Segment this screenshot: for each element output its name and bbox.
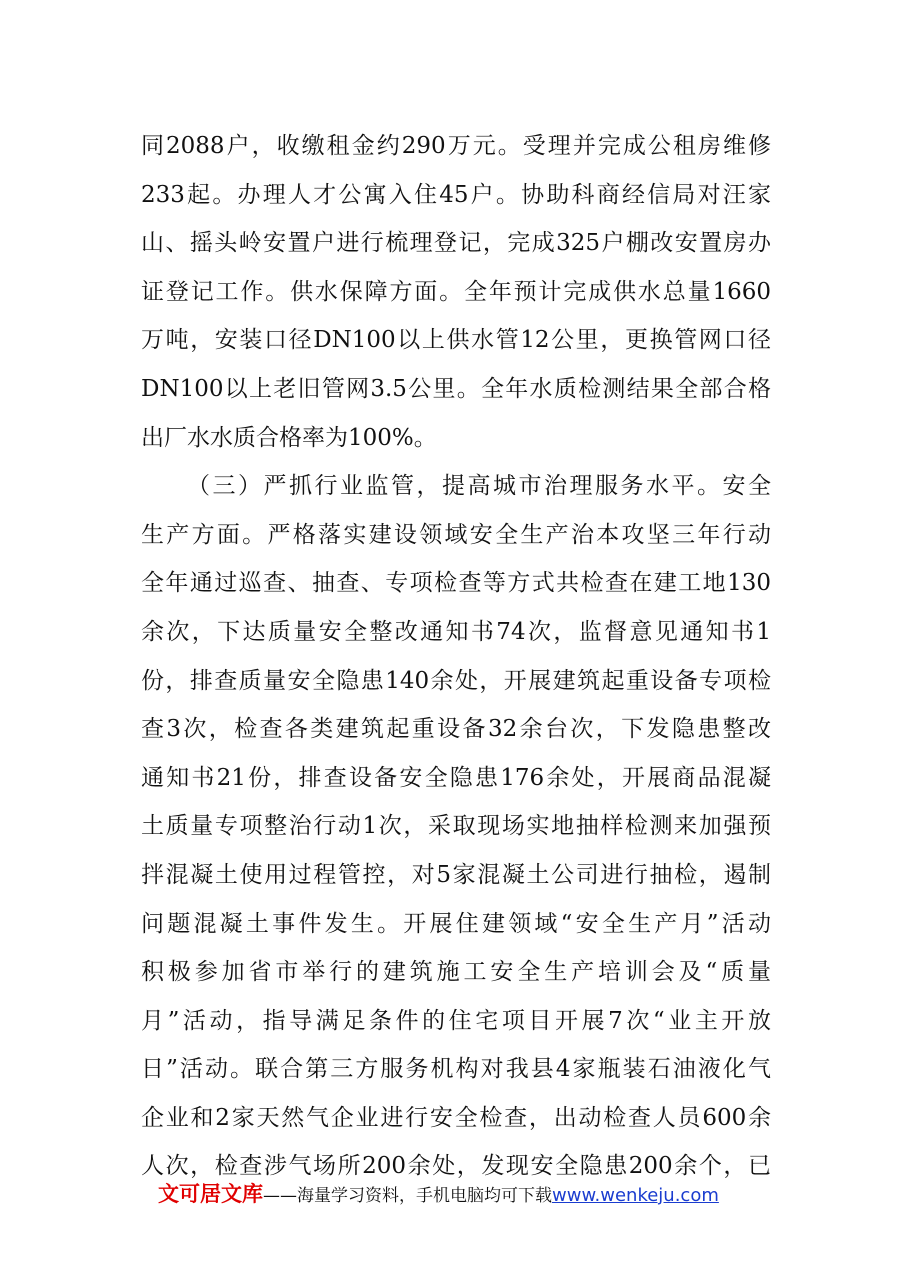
footer-slogan: ——海量学习资料，手机电脑均可下载 [263,1186,552,1206]
text-line: 通知书21份，排查设备安全隐患176余处，开展商品混凝 [141,764,771,791]
text-line: 生产方面。严格落实建设领域安全生产治本攻坚三年行动 [141,521,771,548]
text-line: 出厂水水质合格率为100%。 [141,424,437,451]
footer-brand: 文可居文库 [158,1182,263,1206]
footer-website-link[interactable]: www.wenkeju.com [552,1185,719,1206]
text-line: 积极参加省市举行的建筑施工安全生产培训会及“质量 [141,959,771,986]
text-line: 余次，下达质量安全整改通知书74次，监督意见通知书1 [141,618,771,645]
text-line: 人次，检查涉气场所200余处，发现安全隐患200余个，已 [141,1153,771,1180]
text-line: 日”活动。联合第三方服务机构对我县4家瓶装石油液化气 [141,1056,771,1083]
text-line: 同2088户，收缴租金约290万元。受理并完成公租房维修 [141,133,771,159]
paragraph-housing-water [141,122,771,462]
text-line: 份，排查质量安全隐患140余处，开展建筑起重设备专项检 [141,667,771,694]
page-footer [158,1174,719,1214]
text-line: DN100以上老旧管网3.5公里。全年水质检测结果全部合格 [141,375,771,402]
text-line: 233起。办理人才公寓入住45户。协助科商经信局对汪家 [141,181,771,208]
text-line: 证登记工作。供水保障方面。全年预计完成供水总量1660 [141,278,771,305]
document-body [141,122,771,1191]
text-line: 拌混凝土使用过程管控，对5家混凝土公司进行抽检，遏制 [141,861,771,888]
text-line: 全年通过巡查、抽查、专项检查等方式共检查在建工地130 [141,570,771,597]
text-line: 查3次，检查各类建筑起重设备32余台次，下发隐患整改 [141,716,771,743]
text-line: 月”活动，指导满足条件的住宅项目开展7次“业主开放 [141,1007,771,1034]
text-line: 土质量专项整治行动1次，采取现场实地抽样检测来加强预 [141,813,771,840]
text-line: 山、摇头岭安置户进行梳理登记，完成325户棚改安置房办 [141,230,771,257]
text-line: 万吨，安装口径DN100以上供水管12公里，更换管网口径 [141,327,771,354]
paragraph-industry-supervision [141,462,771,1191]
text-line: 问题混凝土事件发生。开展住建领域“安全生产月”活动 [141,910,771,937]
section-heading-line: （三）严抓行业监管，提高城市治理服务水平。安全 [187,473,771,500]
text-line: 企业和2家天然气企业进行安全检查，出动检查人员600余 [141,1104,771,1131]
